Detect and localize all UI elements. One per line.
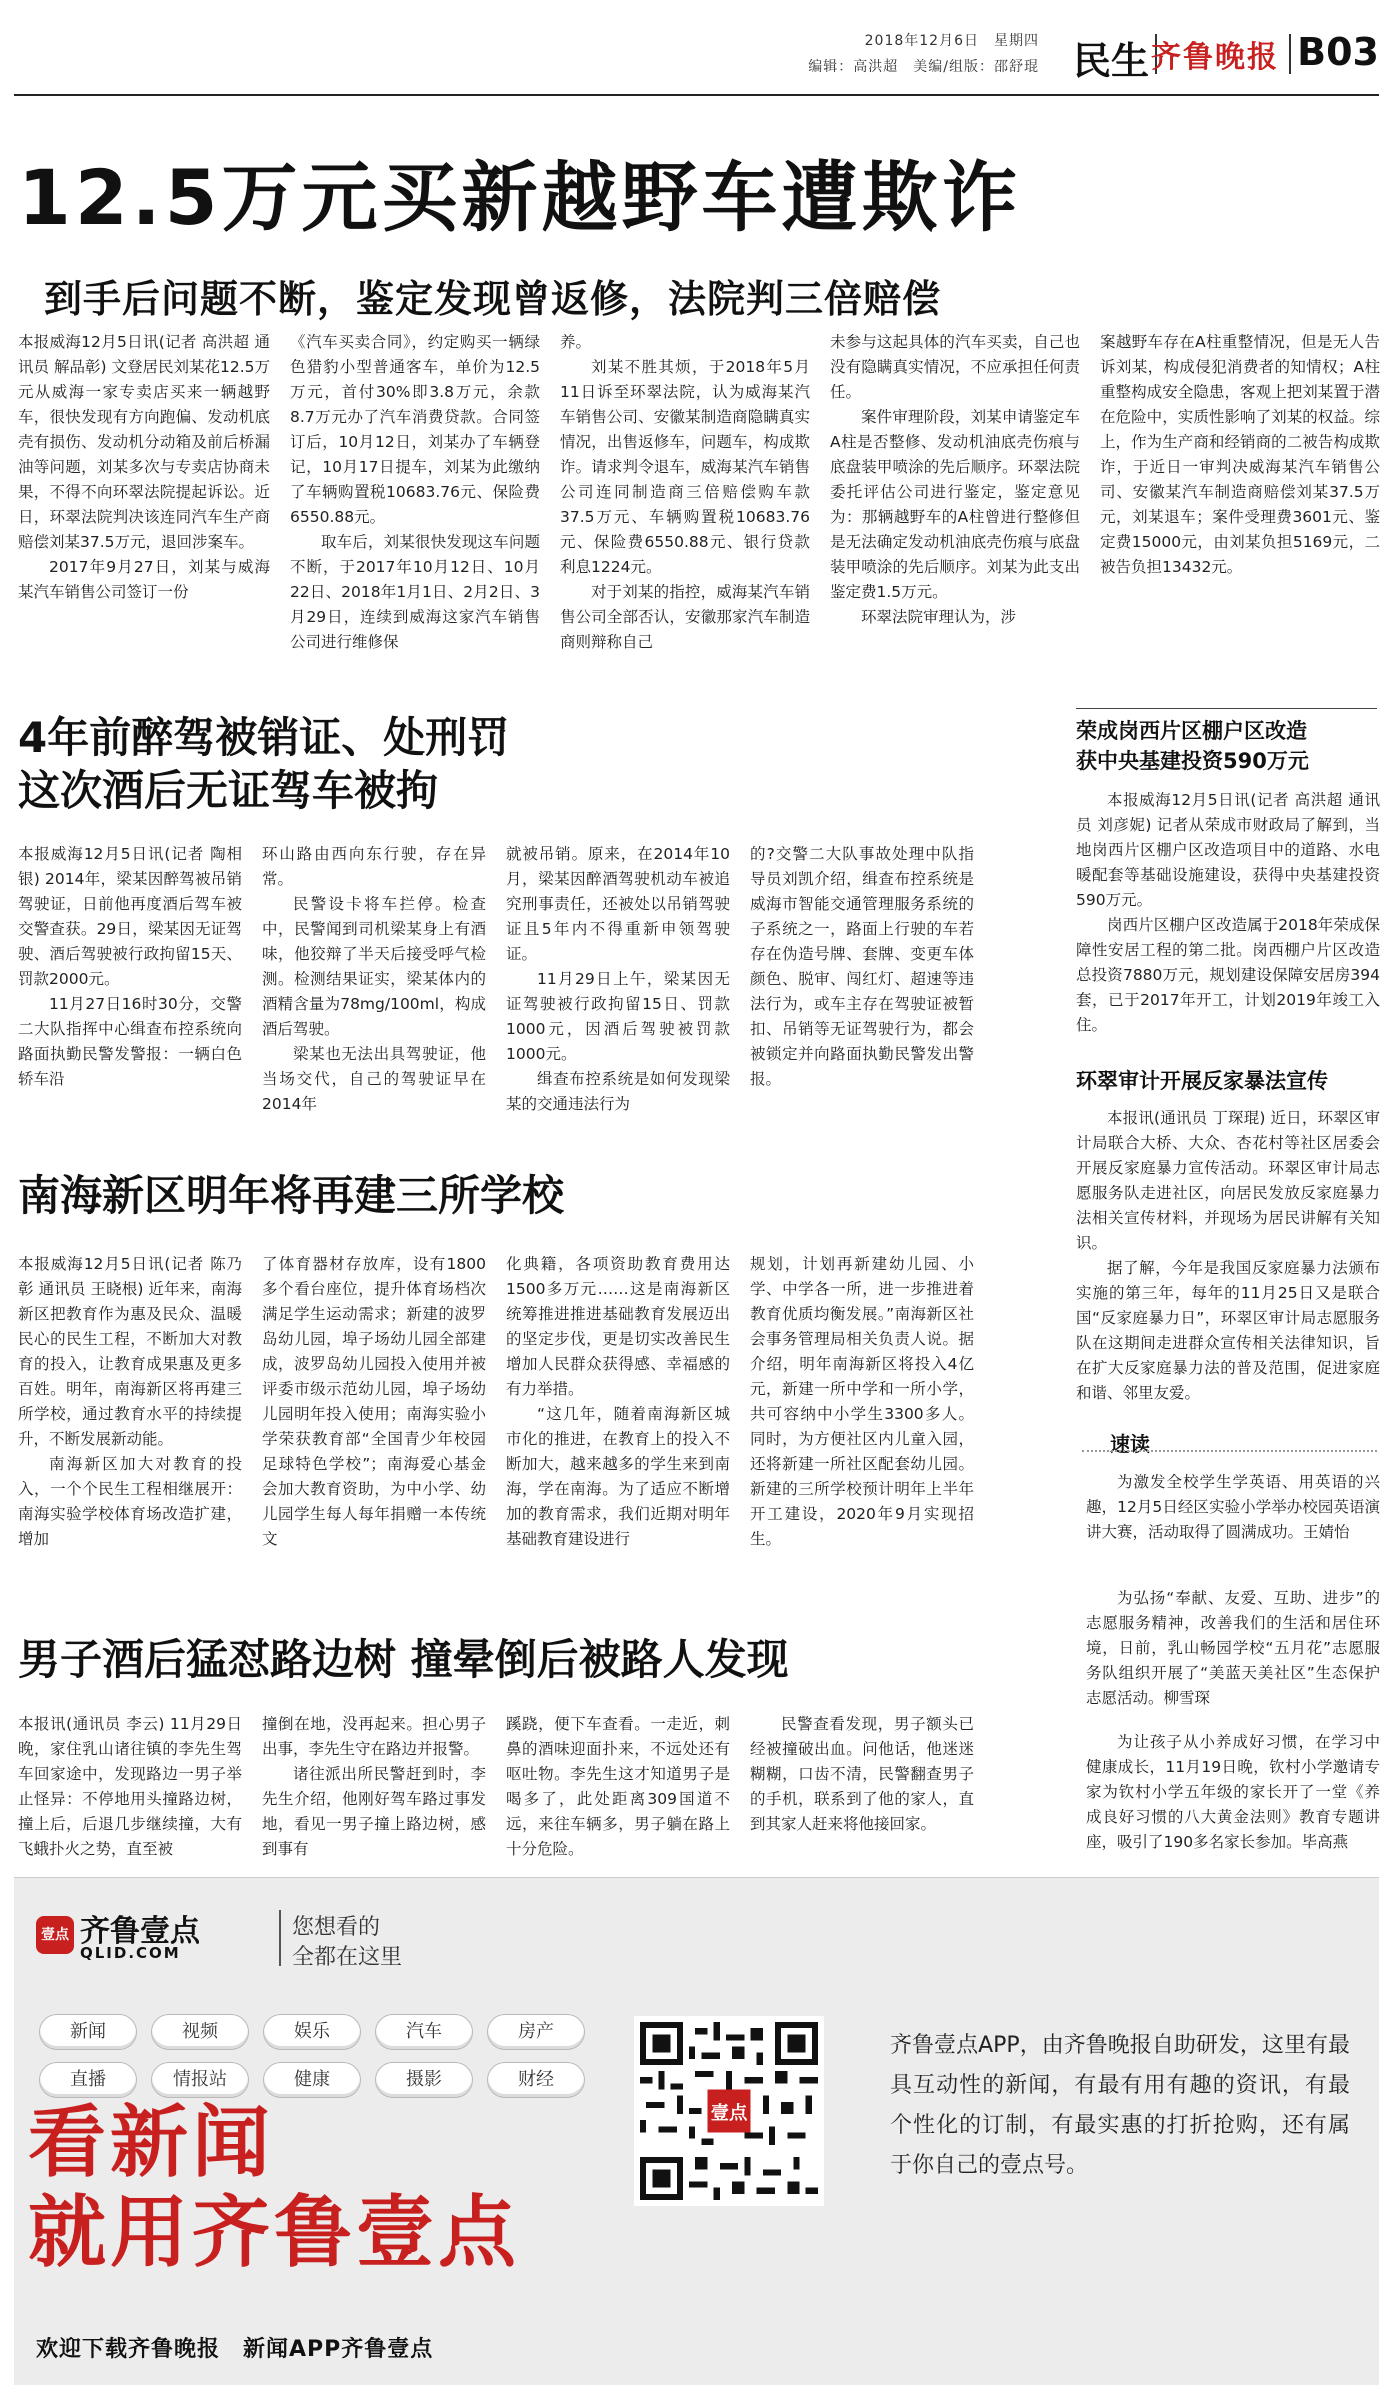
page-number: B03 — [1297, 30, 1379, 74]
side2-paragraph: 据了解，今年是我国反家庭暴力法颁布实施的第三年，每年的11月25日又是联合国“反家庭暴力日”，环翠区审计局志愿服务队在这期间走进群众宣传相关法律知识，旨在扩大反家庭暴力法的普及范围，促进家庭和谐、邻里友爱。 — [1076, 1259, 1380, 1402]
story4-column — [750, 1712, 974, 1862]
masthead-rule — [14, 94, 1379, 96]
story1-paragraph: 取车后，刘某很快发现这车问题不断，于2017年10月12日、10月22日、2018年1月1日、2月2日、3月29日，连续到威海这家汽车销售公司进行维修保 — [290, 533, 540, 651]
quick-read-title: 速读 — [1110, 1432, 1150, 1456]
app-advertisement[interactable] — [14, 1877, 1379, 2385]
story3-paragraph: 南海新区加大对教育的投入，一个个民生工程相继展开：南海实验学校体育场改造扩建，增加 — [18, 1455, 242, 1548]
story2-paragraph: 缉查布控系统是如何发现梁某的交通违法行为 — [506, 1070, 730, 1113]
story2-paragraph: 环山路由西向东行驶，存在异常。 — [262, 845, 486, 888]
story1-column — [830, 330, 1080, 678]
story3-column — [750, 1252, 974, 1624]
ad-slogan: 您想看的 — [292, 1915, 381, 1940]
masthead-divider — [1289, 34, 1291, 74]
story1-column — [18, 330, 270, 678]
ad-tab-video[interactable]: 视频 — [151, 2014, 249, 2050]
quick-read-item: 为弘扬“奉献、友爱、互助、进步”的志愿服务精神，改善我们的生活和居住环境，日前，乳山畅园学校“五月花”志愿服务队组织开展了“美蓝天美社区”生态保护志愿活动。柳雪琛 — [1086, 1589, 1380, 1707]
story4-paragraph: 蹊跷，便下车查看。一走近，刺鼻的酒味迎面扑来，不远处还有呕吐物。李先生这才知道男子是喝多了，此处距离309国道不远，来往车辆多，男子躺在路上十分危险。 — [506, 1715, 730, 1858]
ad-tab-news[interactable]: 新闻 — [39, 2014, 137, 2050]
editor-credit: 编辑：高洪超 美编/组版：邵舒琨 — [808, 59, 1039, 75]
story2-paragraph: 11月27日16时30分，交警二大队指挥中心缉查布控系统向路面执勤民警发警报：一辆白色轿车沿 — [18, 995, 242, 1088]
sidebar-rule — [1076, 708, 1377, 709]
story4-paragraph: 撞倒在地，没再起来。担心男子出事，李先生守在路边并报警。 — [262, 1715, 486, 1758]
ad-big-slogan: 就用齐鲁壹点 — [28, 2188, 521, 2278]
story1-column — [1100, 330, 1380, 678]
story4-paragraph: 民警查看发现，男子额头已经被撞破出血。问他话，他迷迷糊糊，口齿不清，民警翻查男子的手机，联系到了他的家人，直到其家人赶来将他接回家。 — [750, 1715, 974, 1833]
ad-domain: QLID.COM — [80, 1944, 181, 1962]
story4-column — [262, 1712, 486, 1862]
ad-description: 齐鲁壹点APP，由齐鲁晚报自助研发，这里有最具互动性的新闻，有最有用有趣的资讯，有最个性化的订制，有最实惠的打折抢购，还有属于你自己的壹点号。 — [890, 2033, 1350, 2178]
story2-column — [506, 842, 730, 1142]
story1-subheadline: 到手后问题不断，鉴定发现曾返修，法院判三倍赔偿 — [44, 277, 942, 321]
ad-tab-auto[interactable]: 汽车 — [375, 2014, 473, 2050]
story1-paragraph: 《汽车买卖合同》，约定购买一辆绿色猎豹小型普通客车，单价为12.5万元，首付30%即3.8万元，余款8.7万元办了汽车消费贷款。合同签订后，10月12日，刘某办了车辆登记，10月17日提车，刘某为此缴纳了车辆购置税10683.76元、保险费6550.88元。 — [290, 333, 540, 526]
story2-headline — [18, 712, 509, 817]
side1-body — [1076, 788, 1380, 1053]
story2-column — [262, 842, 486, 1142]
story2-paragraph: 的?交警二大队事故处理中队指导员刘凯介绍，缉查布控系统是威海市智能交通管理服务系统的子系统之一，路面上行驶的车若存在伪造号牌、套牌、变更车体颜色、脱审、闯红灯、超速等违法行为，或车主存在驾驶证被暂扣、吊销等无证驾驶行为，都会被锁定并向路面执勤民警发出警报。 — [750, 845, 974, 1088]
story2-paragraph: 本报威海12月5日讯(记者 陶相银) 2014年，梁某因醉驾被吊销驾驶证，日前他再度酒后驾车被交警查获。29日，梁某因无证驾驶、酒后驾驶被行政拘留15天、罚款2000元。 — [18, 845, 242, 988]
story3-column — [262, 1252, 486, 1624]
story4-paragraph: 本报讯(通讯员 李云) 11月29日晚，家住乳山诸往镇的李先生驾车回家途中，发现路边一男子举止怪异：不停地用头撞路边树，撞上后，后退几步继续撞，大有飞蛾扑火之势，直至被 — [18, 1715, 242, 1858]
story4-column — [18, 1712, 242, 1862]
side2-paragraph: 本报讯(通讯员 丁琛琨) 近日，环翠区审计局联合大桥、大众、杏花村等社区居委会开展反家庭暴力宣传活动。环翠区审计局志愿服务队走进社区，向居民发放反家庭暴力法相关宣传材料，并现场为居民讲解有关知识。 — [1076, 1109, 1380, 1252]
story3-paragraph: 规划，计划再新建幼儿园、小学、中学各一所，进一步推进着教育优质均衡发展。”南海新区社会事务管理局相关负责人说。据介绍，明年南海新区将投入4亿元，新建一所中学和一所小学，共可容纳中小学生3300多人。同时，为方便社区内儿童入园，还将新建一所社区配套幼儿园。新建的三所学校预计明年上半年开工建设，2020年9月实现招生。 — [750, 1255, 974, 1548]
story2-column — [18, 842, 242, 1142]
side1-headline-line: 获中央基建投资590万元 — [1076, 749, 1309, 774]
story1-paragraph: 2017年9月27日，刘某与威海某汽车销售公司签订一份 — [18, 558, 270, 601]
side1-headline — [1076, 716, 1309, 777]
side1-paragraph: 本报威海12月5日讯(记者 高洪超 通讯员 刘彦妮) 记者从荣成市财政局了解到，当地岗西片区棚户区改造项目中的道路、水电暖配套等基础设施建设，获得中央基建投资590万元。 — [1076, 791, 1380, 909]
story2-headline-line: 4年前醉驾被销证、处刑罚 — [18, 713, 510, 762]
paper-logo: 齐鲁晚报 — [1151, 40, 1279, 75]
ad-slogan-divider — [279, 1910, 281, 1966]
side2-headline: 环翠审计开展反家暴法宣传 — [1076, 1069, 1328, 1093]
masthead — [14, 22, 1379, 88]
ad-tab-entertainment[interactable]: 娱乐 — [263, 2014, 361, 2050]
story1-paragraph: 刘某不胜其烦，于2018年5月11日诉至环翠法院，认为威海某汽车销售公司、安徽某制造商隐瞒真实情况，出售返修车，问题车，构成欺诈。请求判令退车，威海某汽车销售公司连同制造商三倍赔偿购车款37.5万元、车辆购置税10683.76元、保险费6550.88元、银行贷款利息1224元。 — [560, 358, 810, 576]
story3-paragraph: 化典籍，各项资助教育费用达1500多万元……这是南海新区统筹推进推进基础教育发展迈出的坚定步伐，更是切实改善民生增加人民群众获得感、幸福感的有力举措。 — [506, 1255, 730, 1398]
story4-column — [506, 1712, 730, 1862]
story2-paragraph: 就被吊销。原来，在2014年10月，梁某因醉酒驾驶机动车被追究刑事责任，还被处以吊销驾驶证且5年内不得重新申领驾驶证。 — [506, 845, 730, 963]
story1-paragraph: 案件审理阶段，刘某申请鉴定车A柱是否整修、发动机油底壳伤痕与底盘装甲喷涂的先后顺序。环翠法院委托评估公司进行鉴定，鉴定意见为：那辆越野车的A柱曾进行整修但是无法确定发动机油底壳伤痕与底盘装甲喷涂的先后顺序。刘某为此支出鉴定费1.5万元。 — [830, 408, 1080, 601]
story1-paragraph: 本报威海12月5日讯(记者 高洪超 通讯员 解品彰) 文登居民刘某花12.5万元从威海一家专卖店买来一辆越野车，很快发现有方向跑偏、发动机底壳有损伤、发动机分动箱及前后桥漏油等问题，刘某多次与专卖店协商未果，不得不向环翠法院提起诉讼。近日，环翠法院判决该连同汽车生产商赔偿刘某37.5万元，退回涉案车。 — [18, 333, 270, 551]
story1-paragraph: 养。 — [560, 333, 592, 351]
story4-paragraph: 诸往派出所民警赶到时，李先生介绍，他刚好驾车路过事发地，看见一男子撞上路边树，感到事有 — [262, 1765, 486, 1858]
side1-paragraph: 岗西片区棚户区改造属于2018年荣成保障性安居工程的第二批。岗西棚户片区改造总投资7880万元，规划建设保障安居房394套，已于2017年开工，计划2019年竣工入住。 — [1076, 916, 1380, 1034]
story3-headline: 南海新区明年将再建三所学校 — [18, 1171, 565, 1220]
quick-read-rule — [1082, 1450, 1377, 1452]
issue-date: 2018年12月6日 星期四 — [864, 33, 1039, 49]
side2-body — [1076, 1106, 1380, 1411]
story1-paragraph: 环翠法院审理认为，涉 — [861, 608, 1017, 626]
ad-tab-health[interactable]: 健康 — [263, 2062, 361, 2098]
qilu-yidian-logo-icon: 壹点 — [36, 1916, 74, 1954]
side1-headline-line: 荣成岗西片区棚户区改造 — [1076, 719, 1307, 743]
story1-column — [560, 330, 810, 678]
quick-read-item: 为让孩子从小养成好习惯，在学习中健康成长，11月19日晚，钦村小学邀请专家为钦村小学五年级的家长开了一堂《养成良好习惯的八大黄金法则》教育专题讲座，吸引了190多名家长参加。毕高燕 — [1086, 1733, 1380, 1851]
story2-paragraph: 11月29日上午，梁某因无证驾驶被行政拘留15日、罚款1000元，因酒后驾驶被罚款1000元。 — [506, 970, 730, 1063]
story4-headline: 男子酒后猛怼路边树 撞晕倒后被路人发现 — [18, 1635, 789, 1684]
ad-tab-photo[interactable]: 摄影 — [375, 2062, 473, 2098]
quick-read-item: 为激发全校学生学英语、用英语的兴趣，12月5日经区实验小学举办校园英语演讲大赛，活动取得了圆满成功。王婧怡 — [1086, 1473, 1380, 1541]
ad-big-slogan: 看新闻 — [28, 2098, 275, 2188]
ad-tab-live[interactable]: 直播 — [39, 2062, 137, 2098]
story1-paragraph: 案越野车存在A柱重整情况，但是无人告诉刘某，构成侵犯消费者的知情权；A柱重整构成安全隐患，客观上把刘某置于潜在危险中，实质性影响了刘某的权益。综上，作为生产商和经销商的二被告构成欺诈，于近日一审判决威海某汽车销售公司、安徽某汽车制造商赔偿刘某37.5万元，刘某退车；案件受理费3601元、鉴定费15000元，由刘某负担5169元，二被告负担13432元。 — [1100, 333, 1380, 576]
story3-paragraph: 本报威海12月5日讯(记者 陈乃彰 通讯员 王晓根) 近年来，南海新区把教育作为惠及民众、温暖民心的民生工程，不断加大对教育的投入，让教育成果惠及更多百姓。明年，南海新区将再建三所学校，通过教育水平的持续提升，不断发展新动能。 — [18, 1255, 242, 1448]
story2-paragraph: 民警设卡将车拦停。检查中，民警闻到司机梁某身上有酒味，他狡辩了半天后接受呼气检测。检测结果证实，梁某体内的酒精含量为78mg/100ml，构成酒后驾驶。 — [262, 895, 486, 1038]
story3-paragraph: “这几年，随着南海新区城市化的推进，在教育上的投入不断加大，越来越多的学生来到南海，学在南海。为了适应不断增加的教育需求，我们近期对明年基础教育建设进行 — [506, 1405, 730, 1548]
ad-tab-finance[interactable]: 财经 — [487, 2062, 585, 2098]
story3-column — [18, 1252, 242, 1624]
ad-slogan: 全都在这里 — [292, 1945, 403, 1970]
ad-tab-property[interactable]: 房产 — [487, 2014, 585, 2050]
qr-center-label: 壹点 — [710, 2102, 748, 2124]
story3-column — [506, 1252, 730, 1624]
section-name: 民生 — [1072, 39, 1149, 83]
story1-paragraph: 对于刘某的指控，威海某汽车销售公司全部否认，安徽那家汽车制造商则辩称自己 — [560, 583, 810, 651]
story1-paragraph: 未参与这起具体的汽车买卖，自己也没有隐瞒真实情况，不应承担任何责任。 — [830, 333, 1080, 401]
story1-headline: 12.5万元买新越野车遭欺诈 — [18, 153, 1022, 242]
story3-paragraph: 了体育器材存放库，设有1800多个看台座位，提升体育场档次满足学生运动需求；新建的波罗岛幼儿园，埠子场幼儿园全部建成，波罗岛幼儿园投入使用并被评委市级示范幼儿园，埠子场幼儿园明年投入使用；南海实验小学荣获教育部“全国青少年校园足球特色学校”；南海爱心基金会加大教育资助，为中小学、幼儿园学生每人每年捐赠一本传统文 — [262, 1255, 486, 1548]
ad-call-to-action: 欢迎下载齐鲁晚报 新闻APP齐鲁壹点 — [36, 2337, 434, 2362]
story2-column — [750, 842, 974, 1142]
ad-brand-name: 齐鲁壹点 — [80, 1914, 200, 1949]
ad-tab-intel[interactable]: 情报站 — [151, 2062, 249, 2098]
story1-column — [290, 330, 540, 678]
story2-paragraph: 梁某也无法出具驾驶证，他当场交代，自己的驾驶证早在2014年 — [262, 1045, 486, 1113]
story2-headline-line: 这次酒后无证驾车被拘 — [18, 765, 439, 815]
qr-code-icon[interactable] — [634, 2016, 824, 2206]
